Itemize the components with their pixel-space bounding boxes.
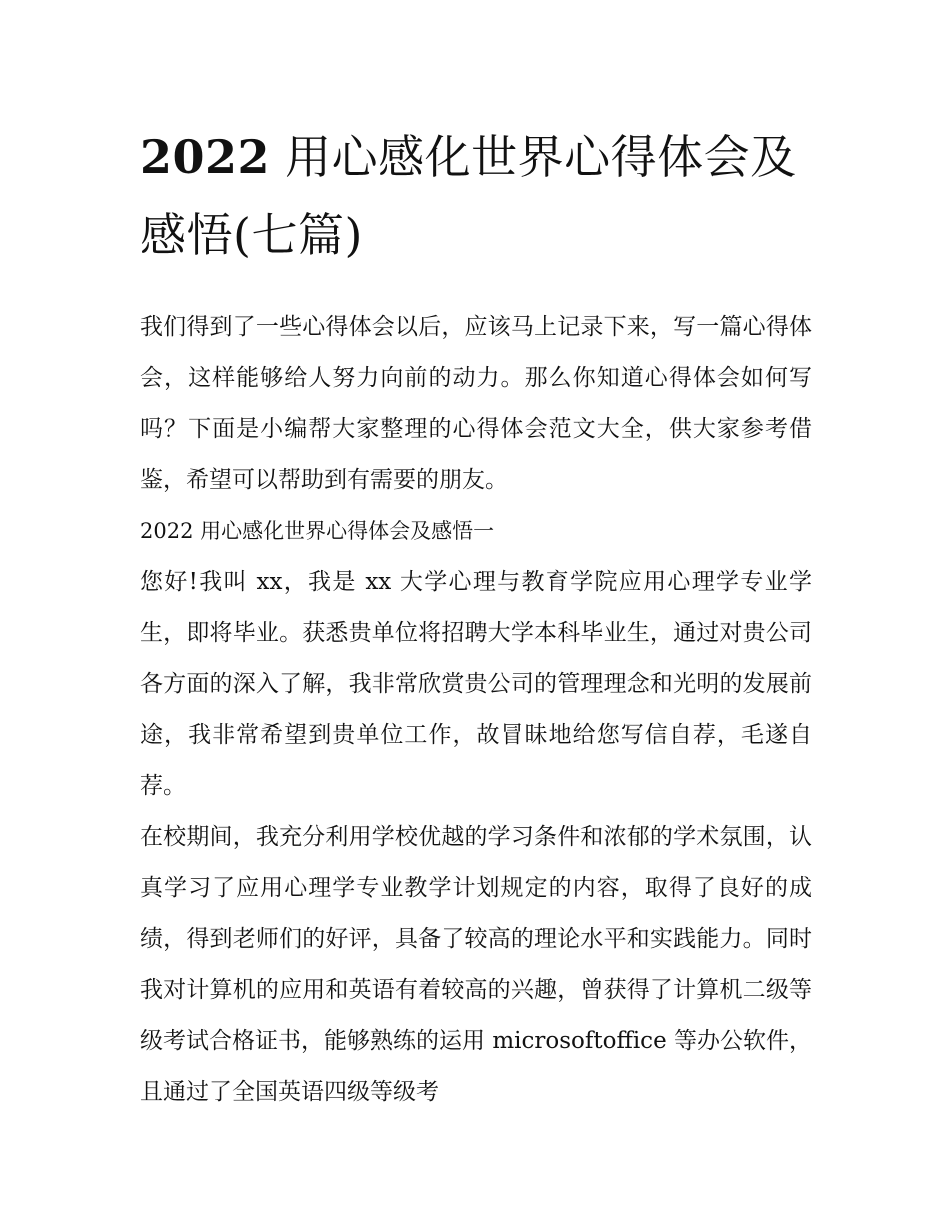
document-title — [140, 118, 812, 274]
document-page — [140, 118, 812, 1118]
title-text: 用心感化世界心得体会及感悟(七篇) — [140, 130, 797, 262]
body-paragraph-2: 在校期间，我充分利用学校优越的学习条件和浓郁的学术氛围，认真学习了应用心理学专业教学计划规定的内容，取得了良好的成绩，得到老师们的好评，具备了较高的理论水平和实践能力。同时我对计算机的应用和英语有着较高的兴趣，曾获得了计算机二级等级考试合格证书，能够熟练的运用 microsoftoffice 等办公软件，且通过了全国英语四级等级考 — [140, 824, 812, 1105]
section-heading: 2022 用心感化世界心得体会及感悟一 — [140, 519, 495, 543]
intro-paragraph: 我们得到了一些心得体会以后，应该马上记录下来，写一篇心得体会，这样能够给人努力向前的动力。那么你知道心得体会如何写吗？下面是小编帮大家整理的心得体会范文大全，供大家参考借鉴，希望可以帮助到有需要的朋友。 — [140, 314, 812, 493]
title-year: 2022 — [140, 130, 271, 184]
body-paragraph-1: 您好!我叫 xx，我是 xx 大学心理与教育学院应用心理学专业学生，即将毕业。获悉贵单位将招聘大学本科毕业生，通过对贵公司各方面的深入了解，我非常欣赏贵公司的管理理念和光明的发展前途，我非常希望到贵单位工作，故冒昧地给您写信自荐，毛遂自荐。 — [140, 569, 812, 799]
